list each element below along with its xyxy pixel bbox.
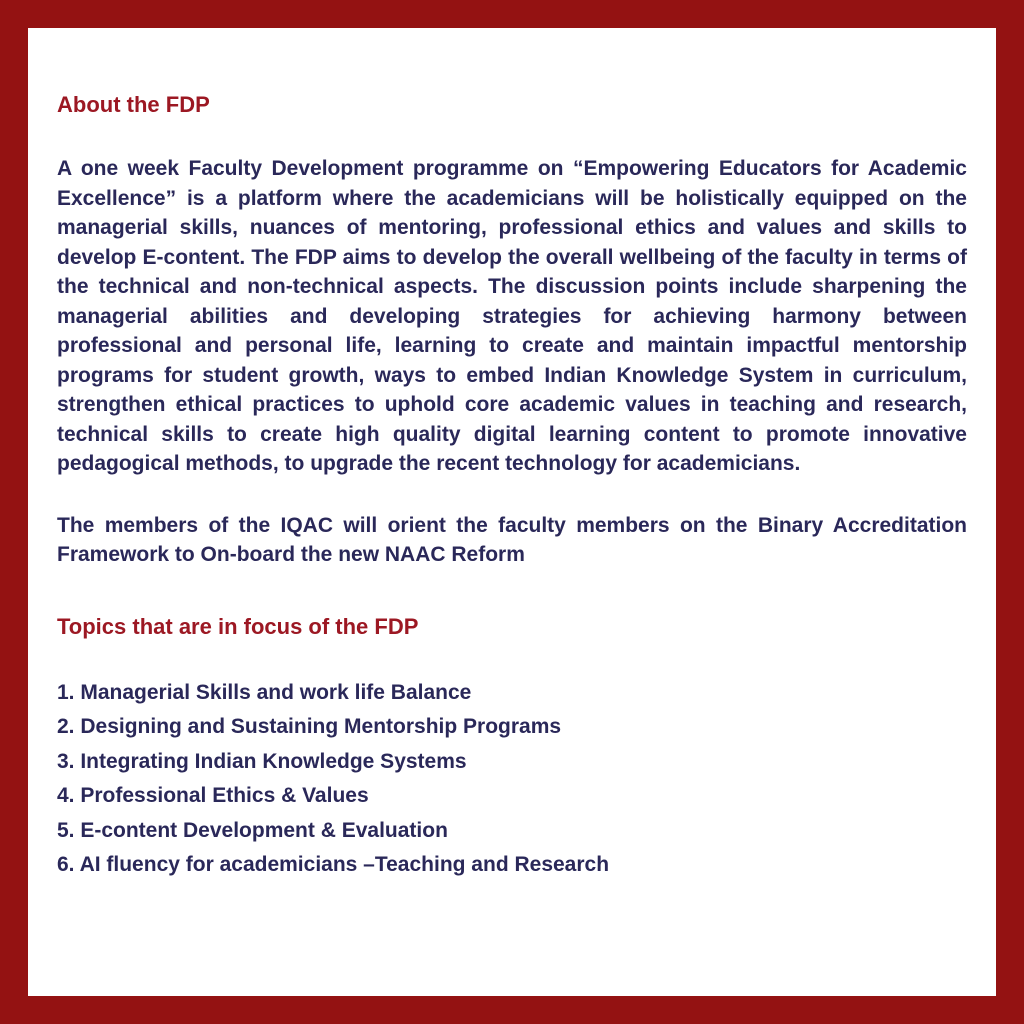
about-paragraph-2: The members of the IQAC will orient the faculty members on the Binary Accreditation Framework to On-board the new NAAC Reform xyxy=(57,513,967,566)
about-paragraph-1: A one week Faculty Development programme on “Empowering Educators for Academic Excellence” is a platform where the academicians will be holistically equipped on the managerial skills, nuances of mentoring, professional ethics and values and skills to develop E-content. The FDP aims to develop the overall wellbeing of the faculty in terms of the technical and non-technical aspects. The discussion points include sharpening the managerial abilities and developing strategies for achieving harmony between professional and personal life, learning to create and maintain impactful mentorship programs for student growth, ways to embed Indian Knowledge System in curriculum, strengthen ethical practices to uphold core academic values in teaching and research, technical skills to create high quality digital learning content to promote innovative pedagogical methods, to upgrade the recent technology for academicians. xyxy=(57,157,967,475)
topic-item-4: 4. Professional Ethics & Values xyxy=(57,784,369,807)
topics-heading: Topics that are in focus of the FDP xyxy=(57,613,419,639)
topic-item-2: 2. Designing and Sustaining Mentorship Programs xyxy=(57,715,562,738)
topic-item-3: 3. Integrating Indian Knowledge Systems xyxy=(57,749,467,773)
topic-item-6: 6. AI fluency for academicians –Teaching and Research xyxy=(57,853,610,876)
topic-item-5: 5. E-content Development & Evaluation xyxy=(57,818,448,842)
topic-item-1: 1. Managerial Skills and work life Balance xyxy=(57,680,472,704)
about-heading: About the FDP xyxy=(57,92,210,117)
content-sheet xyxy=(28,28,996,996)
topics-list xyxy=(57,676,967,883)
